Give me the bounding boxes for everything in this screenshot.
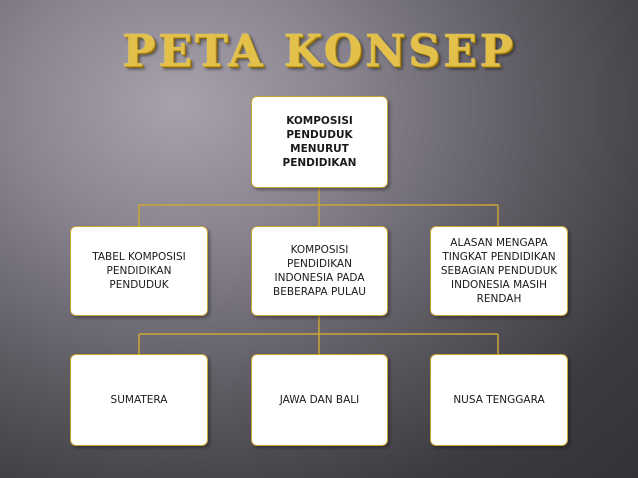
node-nusa-tenggara-label: NUSA TENGGARA [453,394,545,406]
root-node [251,96,388,188]
node-alasan [430,226,568,316]
node-jawa-bali-label: JAWA DAN BALI [279,394,360,406]
node-komposisi-pendidikan-label: KOMPOSISI PENDIDIKAN INDONESIA PADA BEBERAPA PULAU [273,244,366,298]
node-komposisi-pendidikan [251,226,388,316]
node-tabel-komposisi-label: TABEL KOMPOSISI PENDIDIKAN PENDUDUK [92,251,186,291]
root-node-label: KOMPOSISI PENDUDUK MENURUT PENDIDIKAN [282,115,357,169]
node-jawa-bali [251,354,388,446]
node-tabel-komposisi [70,226,208,316]
node-sumatera-label: SUMATERA [110,394,168,406]
page-title: PETA KONSEP [122,26,516,77]
node-nusa-tenggara [430,354,568,446]
node-sumatera [70,354,208,446]
node-alasan-label: ALASAN MENGAPA TINGKAT PENDIDIKAN SEBAGIAN PENDUDUK INDONESIA MASIH RENDAH [440,237,558,305]
